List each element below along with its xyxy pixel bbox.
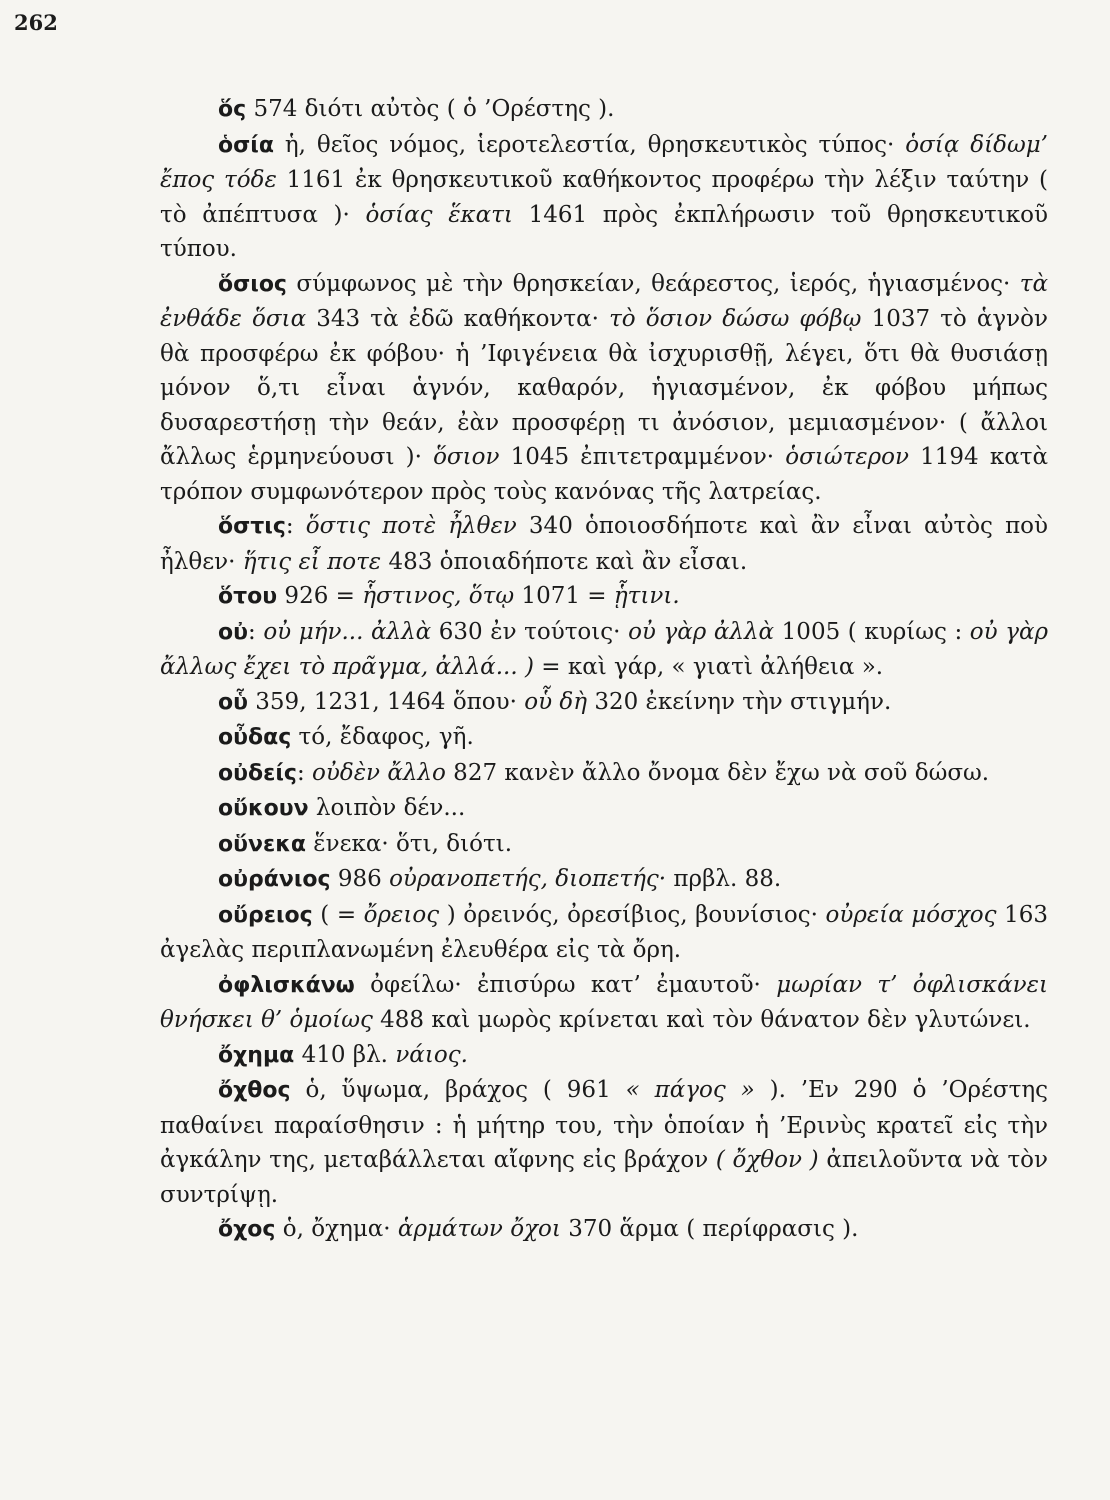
- citation-text: ὁσίας ἕκατι: [365, 201, 513, 228]
- entry-headword: ὄχος: [218, 1217, 276, 1242]
- entry-headword: ὄχημα: [218, 1042, 295, 1068]
- entry-headword: ὁσία: [218, 132, 274, 158]
- definition-text: 370 ἅρμα ( περίφρασις ).: [560, 1216, 859, 1242]
- definition-text: 1071 =: [514, 583, 614, 609]
- definition-text: ὀφείλω· ἐπισύρω κατ’ ἐμαυτοῦ·: [354, 971, 777, 998]
- dictionary-entry: [160, 968, 1048, 1038]
- definition-text: ) ὀρεινός, ὀρεσίβιος, βουνίσιος·: [439, 901, 826, 928]
- definition-text: ὁ, ὕψωμα, βράχος ( 961: [290, 1077, 626, 1103]
- definition-text: ἕνεκα· ὅτι, διότι.: [305, 830, 513, 857]
- entry-headword: ὅς: [218, 97, 247, 122]
- citation-text: ἧστινος, ὅτῳ: [362, 583, 515, 609]
- citation-text: οὐ μήν... ἀλλὰ: [263, 618, 432, 645]
- definition-text: 343 τὰ ἐδῶ καθήκοντα·: [306, 306, 610, 332]
- dictionary-entry: [160, 1212, 1048, 1248]
- definition-text: ἀπειλοῦντα νὰ τὸν συντρίψῃ.: [160, 1147, 1048, 1208]
- entry-headword: οὕνεκα: [218, 831, 306, 857]
- definition-text: 340 ὁποιοσδήποτε καὶ ἂν εἶναι αὐτὸς ποὺ ἦλθεν·: [160, 513, 1049, 575]
- definition-text: ἡ, θεῖος νόμος, ἱεροτελεστία, θρησκευτικὸς τύπος·: [273, 131, 906, 158]
- definition-text: πρβλ. 88.: [666, 866, 782, 892]
- definition-text: λοιπὸν δέν...: [308, 795, 466, 821]
- entry-headword: οὐδείς: [218, 760, 297, 786]
- dictionary-entry: [160, 898, 1048, 968]
- definition-text: 1005 ( κυρίως :: [774, 618, 970, 645]
- definition-text: ). ’Εν 290 ὁ ’Ορέστης παθαίνει παραίσθησιν : ἡ μήτηρ του, τὴν ὁποίαν ἡ ’Ερινὺς κρατεῖ εἰς τὴν ἀγκάλην της, μεταβάλλεται αἴφνης εἰς βράχον: [160, 1077, 1049, 1173]
- definition-text: 320 ἐκείνην τὴν στιγμήν.: [587, 688, 892, 715]
- entry-headword: οὔρειος: [218, 902, 313, 928]
- dictionary-entry: [160, 92, 1048, 128]
- entry-headword: ὅσιος: [218, 271, 287, 297]
- definition-text: 1037 τὸ ἁγνὸν θὰ προσφέρω ἐκ φόβου· ἡ ’Ιφιγένεια θὰ ἰσχυρισθῇ, λέγει, ὅτι θὰ θυσιάσῃ μόνον ὅ,τι εἶναι ἁγνόν, καθαρόν, ἡγιασμένον, ἐκ φόβου μήπως δυσαρεστήσῃ τὴν θεάν, ἐὰν προσφέρῃ τι ἀνόσιον, μεμιασμένον· ( ἄλλοι ἄλλως ἑρμηνεύουσι )·: [160, 306, 1048, 470]
- definition-text: 827 κανὲν ἄλλο ὄνομα δὲν ἔχω νὰ σοῦ δώσω.: [445, 759, 990, 786]
- citation-text: ἥτις εἶ ποτε: [242, 548, 382, 575]
- citation-text: ὄρειος: [363, 901, 440, 928]
- dictionary-entry: [160, 827, 1048, 863]
- citation-text: οὗ δὴ: [524, 688, 588, 715]
- dictionary-entry: [160, 615, 1048, 685]
- definition-text: 488 καὶ μωρὸς κρίνεται καὶ τὸν θάνατον δὲν γλυτώνει.: [372, 1007, 1031, 1033]
- dictionary-entry: [160, 509, 1048, 579]
- citation-text: οὐδὲν ἄλλο: [312, 759, 446, 786]
- citation-text: ὁσιώτερον: [785, 444, 910, 470]
- definition-text: ὁ, ὄχημα·: [275, 1216, 398, 1242]
- definition-text: :: [285, 513, 306, 539]
- dictionary-entry: [160, 685, 1048, 721]
- definition-text: 574 διότι αὐτὸς ( ὁ ’Ορέστης ).: [246, 96, 615, 122]
- entry-headword: ὄχθος: [218, 1078, 291, 1103]
- dictionary-entry: [160, 791, 1048, 827]
- citation-text: ὅστις ποτὲ ἦλθεν: [305, 513, 517, 539]
- entry-headword: οὐ: [218, 619, 248, 645]
- citation-text: οὐ γὰρ ἀλλὰ: [628, 618, 775, 645]
- citation-text: νάιος.: [395, 1041, 468, 1068]
- citation-text: μωρίαν τ’ ὀφλισκάνει θνήσκει θ’ ὁμοίως: [160, 971, 1048, 1033]
- entry-headword: ὀφλισκάνω: [218, 972, 355, 998]
- dictionary-entry: [160, 579, 1048, 615]
- definition-text: 410 βλ.: [294, 1041, 396, 1068]
- dictionary-entry: [160, 128, 1048, 267]
- citation-text: τὸ ὅσιον δώσω φόβῳ: [609, 306, 862, 332]
- entry-headword: οὔκουν: [218, 796, 309, 821]
- citation-text: τὰ ἐνθάδε ὅσια: [160, 270, 1048, 332]
- citation-text: ᾗτινι.: [613, 583, 680, 609]
- definition-text: 359, 1231, 1464 ὅπου·: [247, 688, 525, 715]
- glossary-entries: [160, 92, 1048, 1248]
- definition-text: 926 =: [277, 583, 363, 609]
- definition-text: 1161 ἐκ θρησκευτικοῦ καθήκοντος προφέρω τὴν λέξιν ταύτην ( τὸ ἀπέπτυσα )·: [160, 167, 1048, 228]
- definition-text: 483 ὁποιαδήποτε καὶ ἂν εἶσαι.: [381, 548, 748, 575]
- citation-text: ὅσιον: [433, 444, 500, 470]
- entry-headword: ὅτου: [218, 584, 278, 609]
- citation-text: ὁσίᾳ δίδωμ’ ἔπος τόδε: [160, 131, 1048, 193]
- entry-headword: ὅστις: [218, 514, 286, 539]
- dictionary-entry: [160, 1073, 1048, 1212]
- definition-text: 1045 ἐπιτετραμμένον·: [499, 444, 786, 470]
- definition-text: 630 ἐν τούτοις·: [431, 618, 629, 645]
- entry-headword: οὗ: [218, 689, 248, 715]
- dictionary-entry: [160, 720, 1048, 756]
- definition-text: 986: [330, 866, 390, 892]
- definition-text: τό, ἔδαφος, γῆ.: [291, 724, 474, 750]
- citation-text: ( ὄχθον ): [715, 1147, 819, 1173]
- citation-text: οὐ γὰρ ἄλλως ἔχει τὸ πρᾶγμα, ἀλλά... ): [160, 618, 1049, 680]
- definition-text: σύμφωνος μὲ τὴν θρησκείαν, θεάρεστος, ἱερός, ἡγιασμένος·: [286, 270, 1020, 297]
- page-number: 262: [14, 10, 58, 35]
- definition-text: :: [296, 759, 313, 786]
- dictionary-entry: [160, 862, 1048, 898]
- citation-text: ἁρμάτων ὄχοι: [397, 1216, 561, 1242]
- entry-headword: οὖδας: [218, 725, 292, 750]
- dictionary-entry: [160, 267, 1048, 510]
- entry-headword: οὐράνιος: [218, 867, 331, 892]
- citation-text: οὐρανοπετής, διοπετής·: [389, 866, 667, 892]
- definition-text: :: [247, 618, 264, 645]
- definition-text: 1194 κατὰ τρόπον συμφωνότερον πρὸς τοὺς κανόνας τῆς λατρείας.: [160, 444, 1048, 505]
- citation-text: οὐρεία μόσχος: [825, 901, 997, 928]
- definition-text: ( =: [312, 901, 364, 928]
- citation-text: « πάγος »: [625, 1077, 755, 1103]
- dictionary-entry: [160, 1038, 1048, 1074]
- dictionary-entry: [160, 756, 1048, 792]
- definition-text: 1461 πρὸς ἐκπλήρωσιν τοῦ θρησκευτικοῦ τύπου.: [160, 201, 1049, 262]
- definition-text: = καὶ γάρ, « γιατὶ ἀλήθεια ».: [533, 654, 884, 680]
- definition-text: 163 ἀγελὰς περιπλανωμένη ἐλευθέρα εἰς τὰ ὄρη.: [160, 901, 1049, 963]
